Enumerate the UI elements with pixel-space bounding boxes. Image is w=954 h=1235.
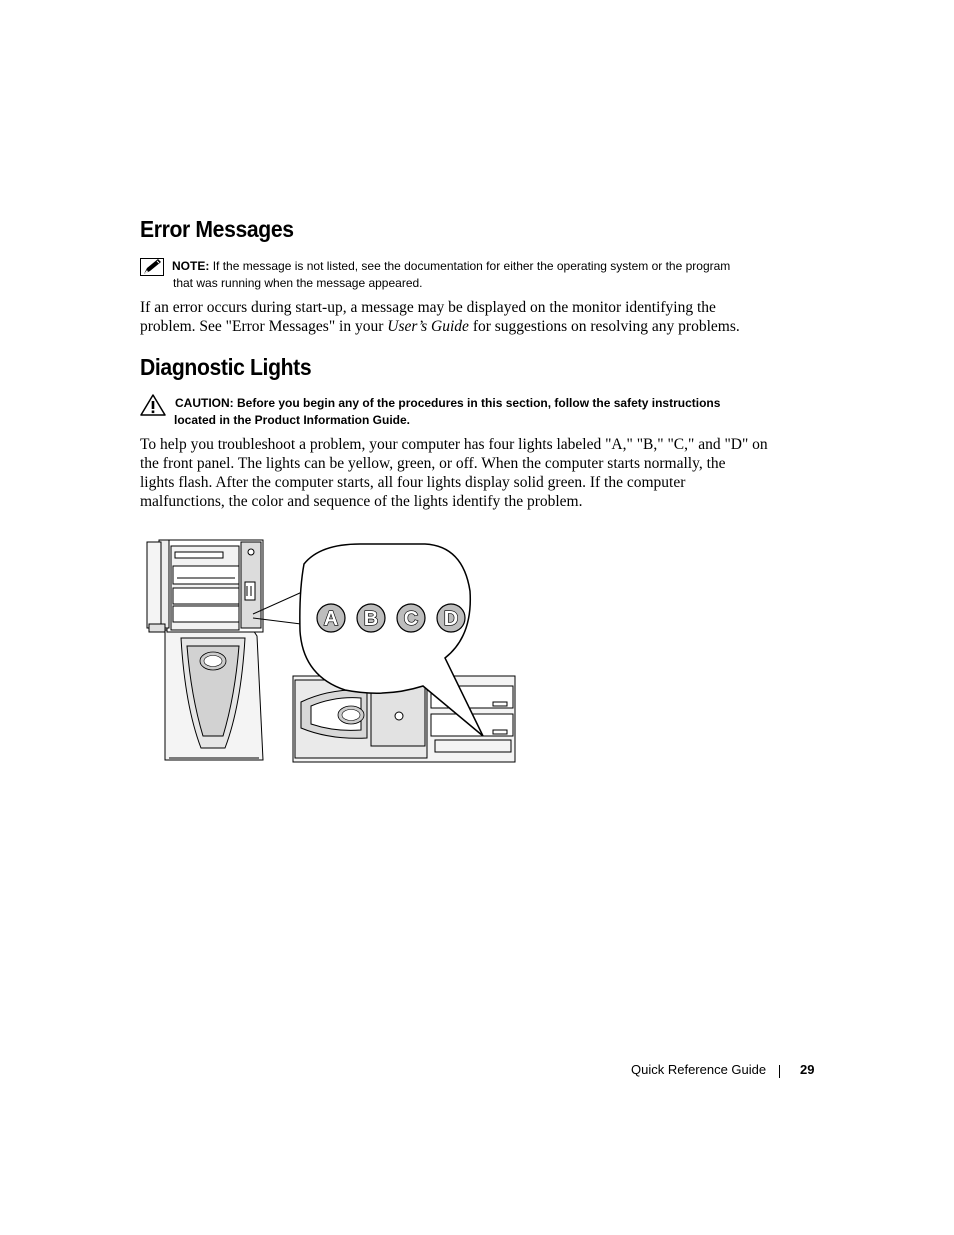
light-label-b: B: [363, 608, 379, 630]
note-line-1: [172, 258, 730, 275]
light-label-d: D: [443, 608, 459, 630]
diagnostic-paragraph: [140, 435, 770, 511]
caution-warning-icon: [140, 394, 166, 416]
caution-line-2: located in the Product Information Guide.: [174, 413, 411, 427]
error-paragraph-line-1: If an error occurs during start-up, a message may be displayed on the monitor identifying the: [140, 299, 716, 316]
diagnostic-line-1: To help you troubleshoot a problem, your computer has four lights labeled "A," "B," "C," and "D" on: [140, 436, 768, 453]
error-paragraph-text-a: problem. See "Error Messages" in your: [140, 318, 388, 335]
caution-label: CAUTION:: [175, 396, 234, 410]
light-label-a: A: [323, 608, 339, 630]
note-text-1: If the message is not listed, see the documentation for either the operating system or the program: [212, 259, 731, 273]
diagnostic-line-2: the front panel. The lights can be yellow, green, or off. When the computer starts normally, the: [140, 455, 726, 472]
caution-line-1: [175, 395, 720, 412]
error-paragraph-line-2: [140, 317, 770, 336]
diagnostic-line-3: lights flash. After the computer starts, all four lights display solid green. If the computer: [140, 474, 686, 491]
footer-separator: [779, 1065, 780, 1078]
note-line-2: that was running when the message appeared.: [173, 276, 423, 290]
error-paragraph: [140, 298, 770, 336]
note-label: NOTE:: [172, 259, 210, 273]
users-guide-reference: User’s Guide: [387, 318, 469, 335]
footer-page-number: 29: [800, 1062, 815, 1077]
heading-diagnostic-lights: Diagnostic Lights: [140, 354, 312, 380]
tower-computer: [147, 540, 263, 760]
note-pencil-icon: [140, 258, 164, 276]
heading-error-messages: Error Messages: [140, 216, 294, 242]
footer-guide-name: Quick Reference Guide: [631, 1062, 767, 1077]
caution-text-1: Before you begin any of the procedures in this section, follow the safety instructions: [237, 396, 721, 410]
light-label-c: C: [403, 608, 419, 630]
diagnostic-line-4: malfunctions, the color and sequence of the lights identify the problem.: [140, 493, 583, 510]
error-paragraph-text-b: for suggestions on resolving any problems.: [468, 318, 740, 335]
diagnostic-lights-illustration: [145, 536, 520, 766]
